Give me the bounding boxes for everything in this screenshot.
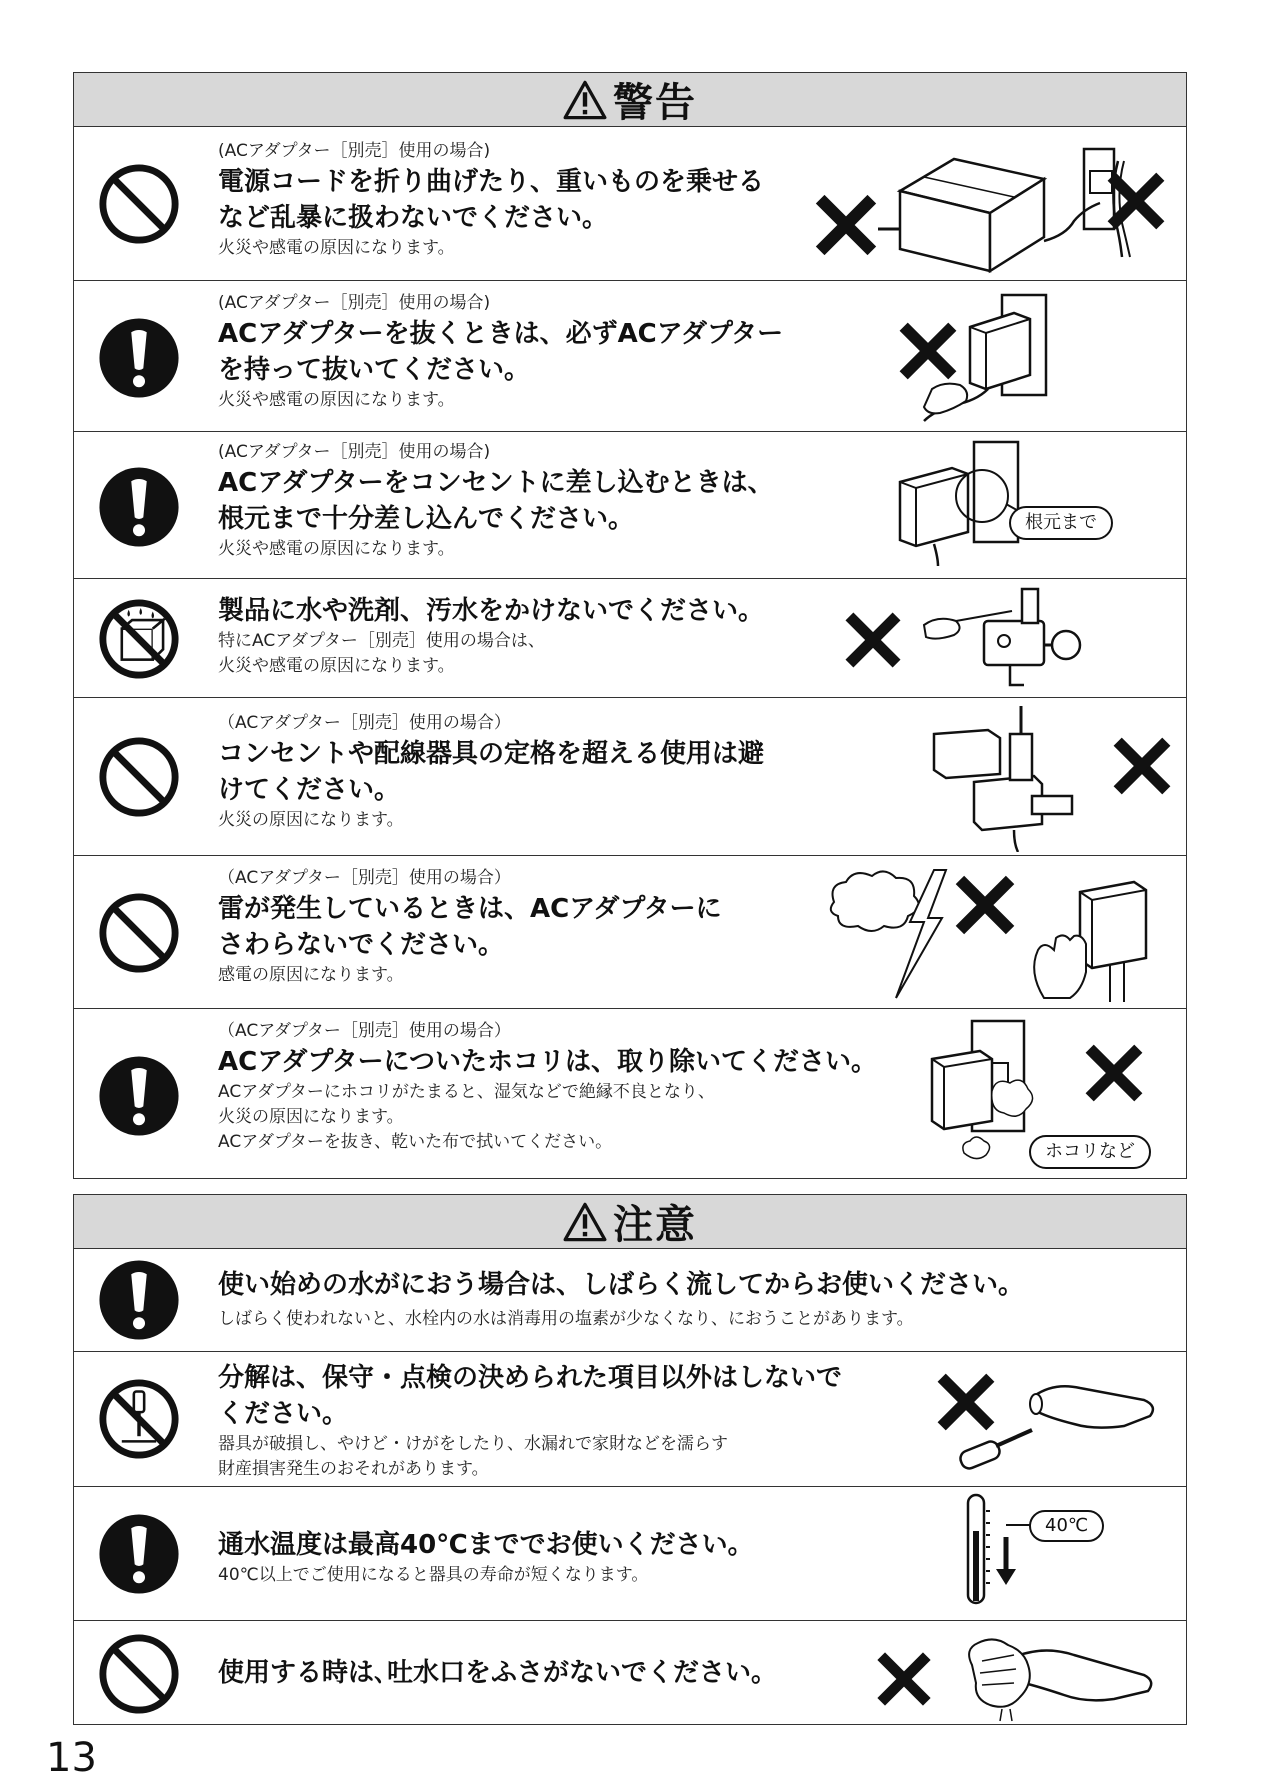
row-note: (ACアダプター［別売］使用の場合)	[218, 293, 491, 313]
caution-row-2	[74, 1351, 1186, 1486]
caution-section	[73, 1194, 1187, 1725]
warning-section	[73, 72, 1187, 1179]
row-sub-text: ACアダプターにホコリがたまると、湿気などで絶縁不良となり、	[218, 1082, 715, 1102]
row-main-text: を持って抜いてください。	[218, 355, 531, 385]
warning-header	[74, 73, 1186, 127]
row-note: （ACアダプター［別売］使用の場合）	[218, 1021, 511, 1041]
overloaded-outlet-illustration	[924, 704, 1184, 852]
caution-row-4	[74, 1620, 1186, 1727]
warning-row-2	[74, 280, 1186, 431]
row-sub-text: 感電の原因になります。	[218, 965, 404, 985]
row-note: （ACアダプター［別売］使用の場合）	[218, 868, 511, 888]
warning-title: 警告	[613, 80, 697, 126]
row-main-text: さわらないでください。	[218, 930, 505, 960]
temperature-callout: 40℃	[1029, 1510, 1104, 1542]
row-sub-text: 火災や感電の原因になります。	[218, 656, 455, 676]
row-main-text: など乱暴に扱わないでください。	[218, 203, 609, 233]
caution-title: 注意	[613, 1202, 697, 1248]
page-number: 13	[46, 1735, 97, 1781]
plug-fully-inserted-illustration	[894, 438, 1044, 568]
thermometer-illustration	[954, 1491, 1034, 1617]
row-main-text: 電源コードを折り曲げたり、重いものを乗せる	[218, 167, 765, 197]
warning-row-1	[74, 127, 1186, 280]
row-sub-text: 火災や感電の原因になります。	[218, 390, 455, 410]
row-main-text: 使い始めの水がにおう場合は、しばらく流してからお使いください。	[218, 1270, 1025, 1300]
callout-label: 根元まで	[1009, 506, 1113, 540]
row-sub-text: しばらく使われないと、水栓内の水は消毒用の塩素が少なくなり、におうことがあります。	[218, 1309, 914, 1329]
row-sub-text: 火災の原因になります。	[218, 1107, 404, 1127]
row-sub-text: 財産損害発生のおそれがあります。	[218, 1459, 489, 1479]
unplug-by-cord-illustration	[884, 289, 1114, 429]
warning-triangle-icon	[563, 80, 607, 120]
mandatory-icon	[96, 1257, 182, 1343]
no-water-icon	[96, 596, 182, 682]
row-sub-text: 火災や感電の原因になります。	[218, 539, 455, 559]
row-note: (ACアダプター［別売］使用の場合)	[218, 141, 491, 161]
row-main-text: 根元まで十分差し込んでください。	[218, 504, 635, 534]
row-main-text: ACアダプターをコンセントに差し込むときは、	[218, 468, 774, 498]
warning-row-4	[74, 578, 1186, 697]
row-main-text: 分解は、保守・点検の決められた項目以外はしないで	[218, 1363, 843, 1393]
row-sub-text: 特にACアダプター［別売］使用の場合は、	[218, 631, 545, 651]
row-main-text: コンセントや配線器具の定格を超える使用は避	[218, 739, 765, 769]
blocked-spout-illustration	[864, 1625, 1174, 1725]
caution-row-3	[74, 1486, 1186, 1620]
thunder-touch-adapter-illustration	[824, 862, 1184, 1004]
row-main-text: ください。	[218, 1399, 349, 1429]
heavy-box-on-cord-illustration	[804, 131, 1174, 276]
caution-header	[74, 1195, 1186, 1249]
callout-label: ホコリなど	[1029, 1135, 1151, 1169]
row-sub-text: 火災や感電の原因になります。	[218, 238, 455, 258]
mandatory-icon	[96, 464, 182, 550]
row-main-text: ACアダプターについたホコリは、取り除いてください。	[218, 1047, 878, 1077]
caution-row-1	[74, 1249, 1186, 1351]
row-main-text: ACアダプターを抜くときは、必ずACアダプター	[218, 319, 784, 349]
warning-triangle-icon	[563, 1202, 607, 1242]
no-disassembly-icon	[96, 1376, 182, 1462]
prohibition-icon	[96, 1631, 182, 1717]
prohibition-icon	[96, 734, 182, 820]
prohibition-icon	[96, 890, 182, 976]
row-note: （ACアダプター［別売］使用の場合）	[218, 713, 511, 733]
warning-row-7	[74, 1008, 1186, 1181]
row-main-text: 通水温度は最高40℃まででお使いください。	[218, 1530, 754, 1560]
mandatory-icon	[96, 315, 182, 401]
row-note: (ACアダプター［別売］使用の場合)	[218, 442, 491, 462]
row-main-text: けてください。	[218, 775, 401, 805]
row-sub-text: 40℃以上でご使用になると器具の寿命が短くなります。	[218, 1565, 649, 1585]
row-main-text: 製品に水や洗剤、汚水をかけないでください。	[218, 596, 765, 626]
water-on-product-illustration	[834, 585, 1154, 695]
prohibition-icon	[96, 161, 182, 247]
row-main-text: 使用する時は､吐水口をふさがないでください。	[218, 1658, 778, 1688]
screwdriver-faucet-illustration	[924, 1360, 1174, 1480]
warning-row-3	[74, 431, 1186, 578]
warning-row-5	[74, 697, 1186, 855]
row-main-text: 雷が発生しているときは、ACアダプターに	[218, 894, 722, 924]
row-sub-text: 火災の原因になります。	[218, 810, 404, 830]
row-sub-text: 器具が破損し、やけど・けがをしたり、水漏れで家財などを濡らす	[218, 1434, 728, 1454]
warning-row-6	[74, 855, 1186, 1008]
row-sub-text: ACアダプターを抜き、乾いた布で拭いてください。	[218, 1132, 613, 1152]
mandatory-icon	[96, 1053, 182, 1139]
mandatory-icon	[96, 1511, 182, 1597]
